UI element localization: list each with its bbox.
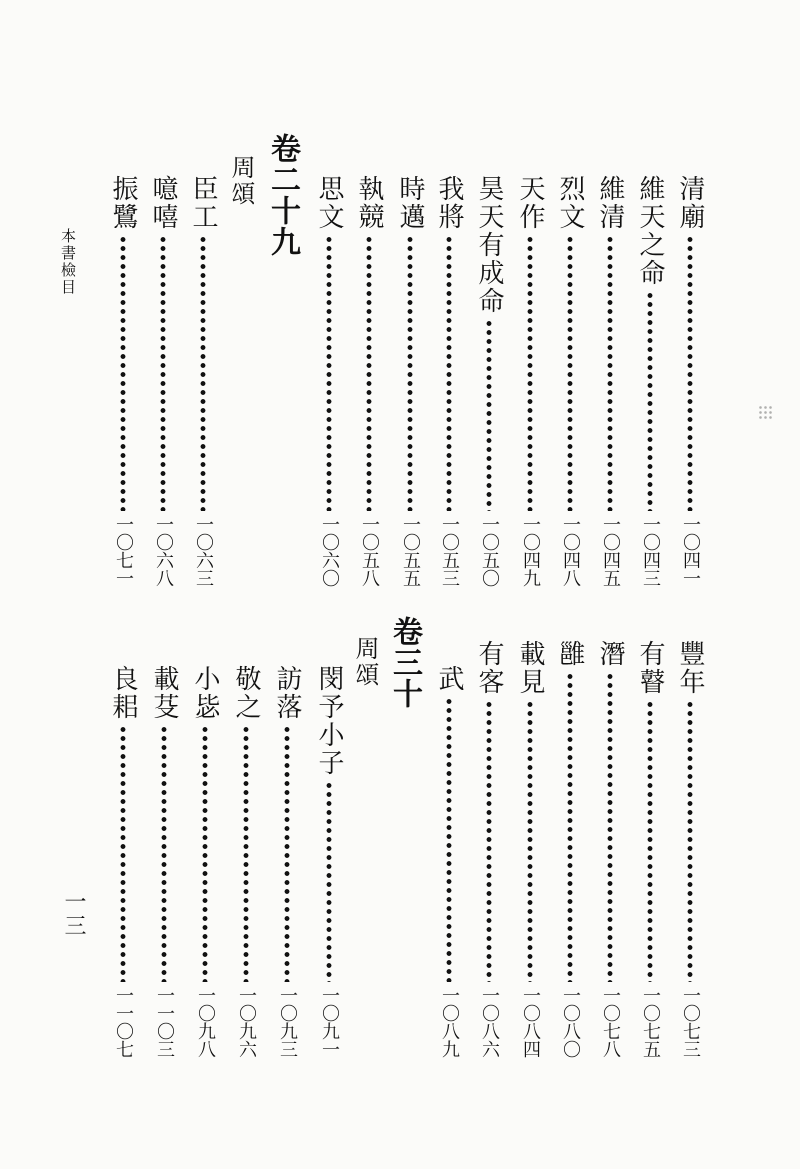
entry-title: 時邁	[395, 175, 425, 231]
entry-title: 昊天有成命	[474, 175, 504, 315]
entry-page: 一〇六〇	[319, 515, 340, 587]
dot-leader	[647, 700, 653, 982]
entry-title: 我將	[434, 175, 464, 231]
toc-entry	[393, 175, 427, 587]
entry-title: 天作	[515, 175, 545, 231]
dot-leader	[200, 235, 206, 511]
entry-title: 豐年	[675, 640, 705, 696]
dot-leader	[120, 235, 126, 511]
toc-entry	[472, 175, 506, 587]
page-number: 一三	[61, 890, 86, 938]
dot-leader	[161, 725, 167, 982]
entry-page: 一〇九六	[236, 986, 257, 1058]
entry-title: 載芟	[149, 665, 179, 721]
dot-leader	[366, 235, 372, 511]
entry-page: 一〇八四	[520, 986, 541, 1058]
toc-entry	[432, 665, 466, 1058]
entry-title: 良耜	[108, 665, 138, 721]
toc-entry	[147, 665, 181, 1058]
entry-title: 清廟	[675, 175, 705, 231]
entry-page: 一〇四一	[680, 515, 701, 587]
entry-page: 一〇四五	[600, 515, 621, 587]
entry-page: 一〇八〇	[560, 986, 581, 1058]
dot-leader	[687, 700, 693, 982]
volume-heading: 卷二十九	[265, 133, 300, 257]
toc-entry	[432, 175, 466, 587]
toc-entry	[472, 640, 506, 1058]
entry-title: 執競	[354, 175, 384, 231]
dot-leader	[284, 725, 290, 982]
entry-title: 維天之命	[635, 175, 665, 287]
toc-entry	[593, 175, 627, 587]
entry-title: 雝	[555, 640, 585, 668]
dot-leader	[486, 700, 492, 982]
entry-page: 一一〇七	[113, 986, 134, 1058]
scan-speck	[758, 405, 772, 421]
entry-page: 一〇五〇	[479, 515, 500, 587]
dot-leader	[120, 725, 126, 982]
entry-page: 一〇四三	[640, 515, 661, 587]
entry-page: 一〇九八	[195, 986, 216, 1058]
dot-leader	[567, 235, 573, 511]
toc-entry	[513, 640, 547, 1058]
toc-entry	[593, 640, 627, 1058]
entry-title: 噫嘻	[148, 175, 178, 231]
dot-leader	[446, 235, 452, 511]
entry-title: 烈文	[555, 175, 585, 231]
entry-title: 潛	[595, 640, 625, 668]
toc-entry	[229, 665, 263, 1058]
toc-entry	[188, 665, 222, 1058]
entry-page: 一〇四九	[520, 515, 541, 587]
section-heading: 周頌	[351, 636, 379, 688]
entry-title: 訪落	[272, 665, 302, 721]
entry-title: 臣工	[188, 175, 218, 231]
entry-page: 一〇七三	[680, 986, 701, 1058]
entry-title: 武	[434, 665, 464, 693]
dot-leader	[326, 781, 332, 982]
entry-page: 一一〇三	[154, 986, 175, 1058]
toc-entry	[633, 640, 667, 1058]
entry-title: 有客	[474, 640, 504, 696]
entry-title: 敬之	[231, 665, 261, 721]
toc-entry	[312, 665, 346, 1058]
entry-title: 思文	[314, 175, 344, 231]
toc-entry	[352, 175, 386, 587]
entry-page: 一〇九一	[319, 986, 340, 1058]
dot-leader	[527, 235, 533, 511]
entry-page: 一〇七一	[113, 515, 134, 587]
dot-leader	[607, 235, 613, 511]
dot-leader	[202, 725, 208, 982]
dot-leader	[647, 291, 653, 511]
toc-entry	[106, 175, 140, 587]
running-header: 本書檢目	[59, 228, 77, 296]
toc-entry	[106, 665, 140, 1058]
toc-entry	[673, 640, 707, 1058]
dot-leader	[687, 235, 693, 511]
entry-title: 維清	[595, 175, 625, 231]
dot-leader	[446, 697, 452, 982]
section-heading: 周頌	[227, 155, 255, 207]
entry-page: 一〇六八	[153, 515, 174, 587]
dot-leader	[607, 672, 613, 982]
toc-entry	[673, 175, 707, 587]
toc-entry	[513, 175, 547, 587]
volume-heading: 卷三十	[387, 616, 422, 709]
dot-leader	[527, 700, 533, 982]
toc-entry	[553, 175, 587, 587]
toc-entry	[270, 665, 304, 1058]
toc-entry	[633, 175, 667, 587]
entry-page: 一〇七五	[640, 986, 661, 1058]
dot-leader	[326, 235, 332, 511]
entry-page: 一〇八九	[439, 986, 460, 1058]
entry-title: 小毖	[190, 665, 220, 721]
dot-leader	[407, 235, 413, 511]
dot-leader	[567, 672, 573, 982]
entry-title: 振鷺	[108, 175, 138, 231]
toc-entry	[553, 640, 587, 1058]
toc-entry	[146, 175, 180, 587]
toc-entry	[312, 175, 346, 587]
dot-leader	[160, 235, 166, 511]
dot-leader	[243, 725, 249, 982]
toc-entry	[186, 175, 220, 587]
entry-page: 一〇四八	[560, 515, 581, 587]
entry-page: 一〇八六	[479, 986, 500, 1058]
entry-title: 有瞽	[635, 640, 665, 696]
entry-title: 載見	[515, 640, 545, 696]
entry-page: 一〇五三	[439, 515, 460, 587]
entry-page: 一〇七八	[600, 986, 621, 1058]
entry-page: 一〇五五	[400, 515, 421, 587]
entry-page: 一〇五八	[359, 515, 380, 587]
entry-title: 閔予小子	[314, 665, 344, 777]
entry-page: 一〇六三	[193, 515, 214, 587]
entry-page: 一〇九三	[277, 986, 298, 1058]
dot-leader	[486, 319, 492, 511]
